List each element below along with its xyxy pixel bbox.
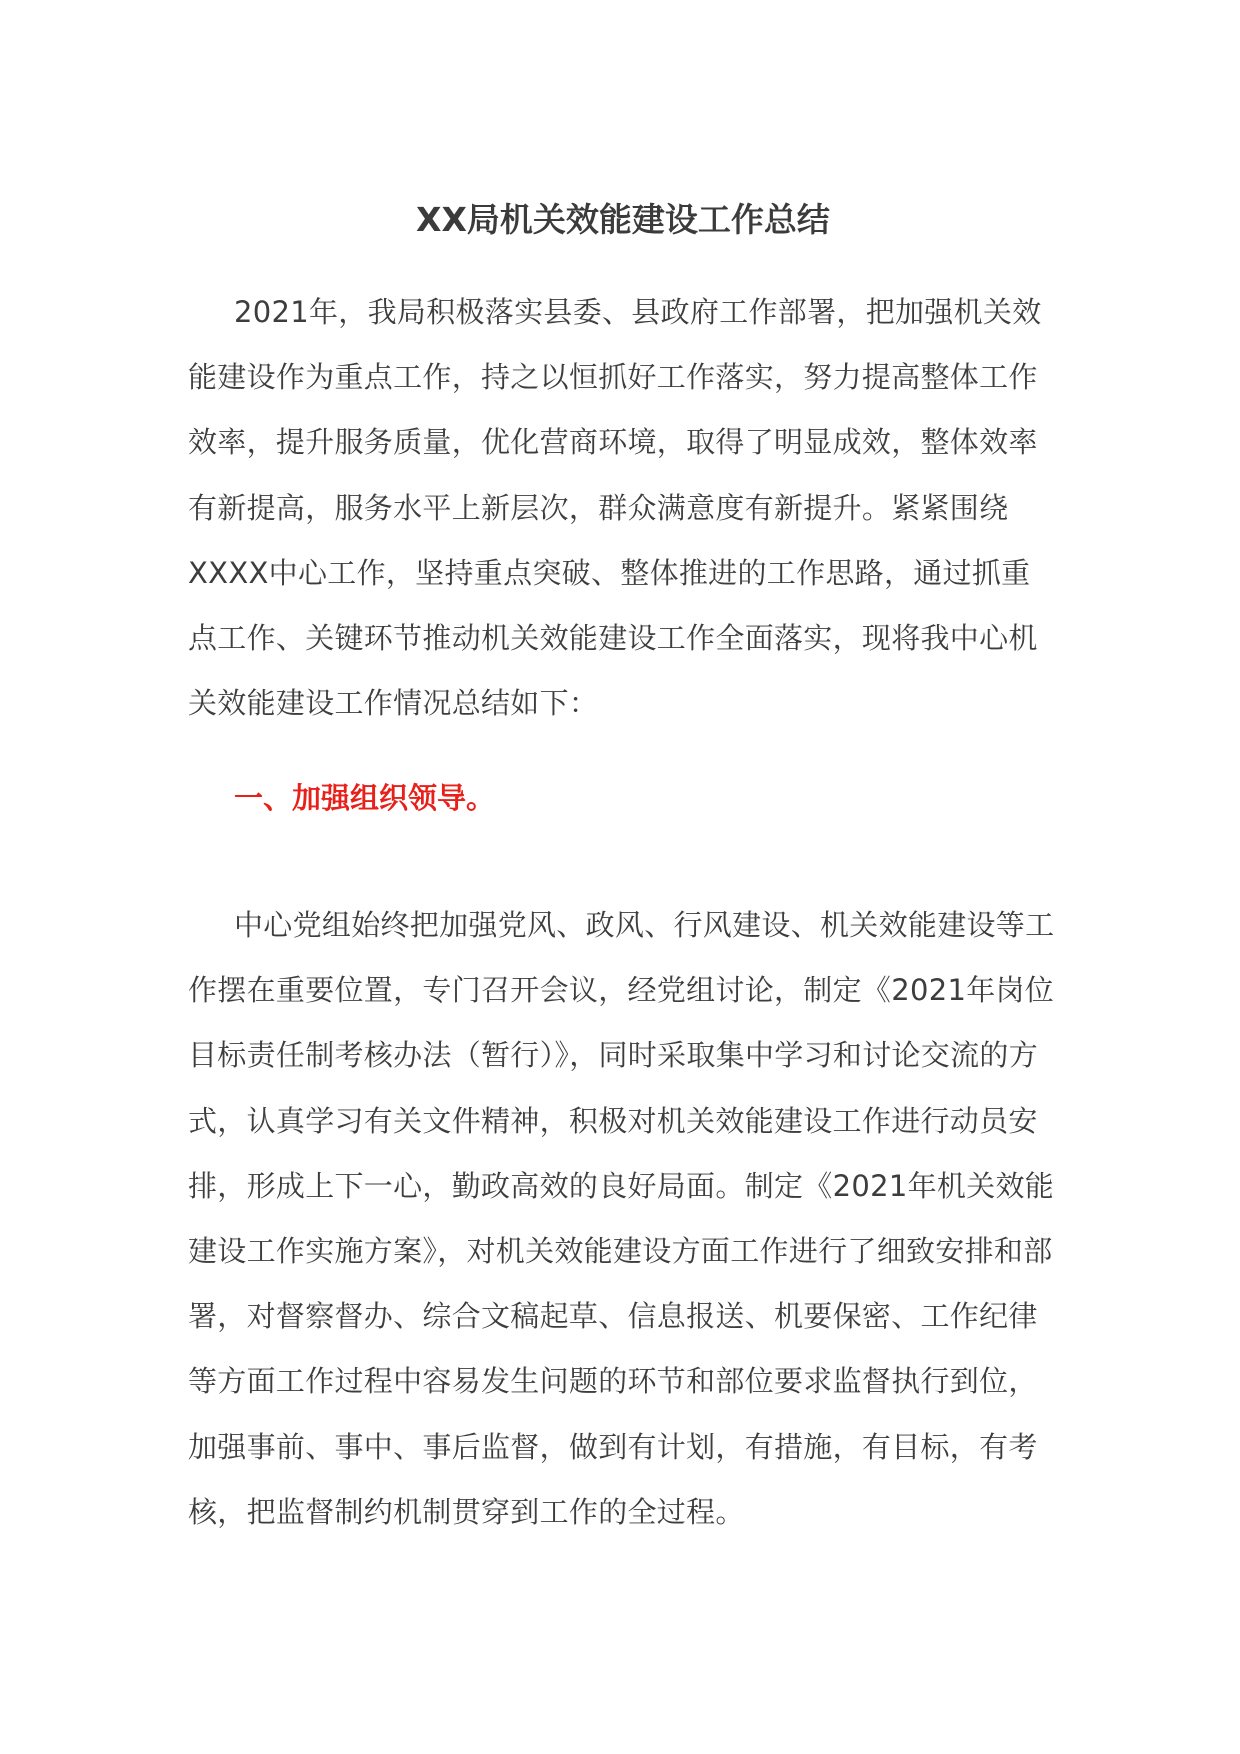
intro-paragraph: 2021年，我局积极落实县委、县政府工作部署，把加强机关效能建设作为重点工作，持之以恒抓好工作落实，努力提高整体工作效率，提升服务质量，优化营商环境，取得了明显成效，整体效率有新提高，服务水平上新层次，群众满意度有新提升。紧紧围绕XXXX中心工作，坚持重点突破、整体推进的工作思路，通过抓重点工作、关键环节推动机关效能建设工作全面落实，现将我中心机关效能建设工作情况总结如下： bbox=[188, 295, 1042, 721]
section-heading-1: 一、加强组织领导。 bbox=[234, 781, 496, 815]
section-1-paragraph: 中心党组始终把加强党风、政风、行风建设、机关效能建设等工作摆在重要位置，专门召开会议，经党组讨论，制定《2021年岗位目标责任制考核办法（暂行）》，同时采取集中学习和讨论交流的方式，认真学习有关文件精神，积极对机关效能建设工作进行动员安排，形成上下一心，勤政高效的良好局面。制定《2021年机关效能建设工作实施方案》，对机关效能建设方面工作进行了细致安排和部署，对督察督办、综合文稿起草、信息报送、机要保密、工作纪律等方面工作过程中容易发生问题的环节和部位要求监督执行到位，加强事前、事中、事后监督，做到有计划，有措施，有目标，有考核，把监督制约机制贯穿到工作的全过程。 bbox=[188, 908, 1055, 1529]
document-title: XX局机关效能建设工作总结 bbox=[416, 200, 830, 239]
